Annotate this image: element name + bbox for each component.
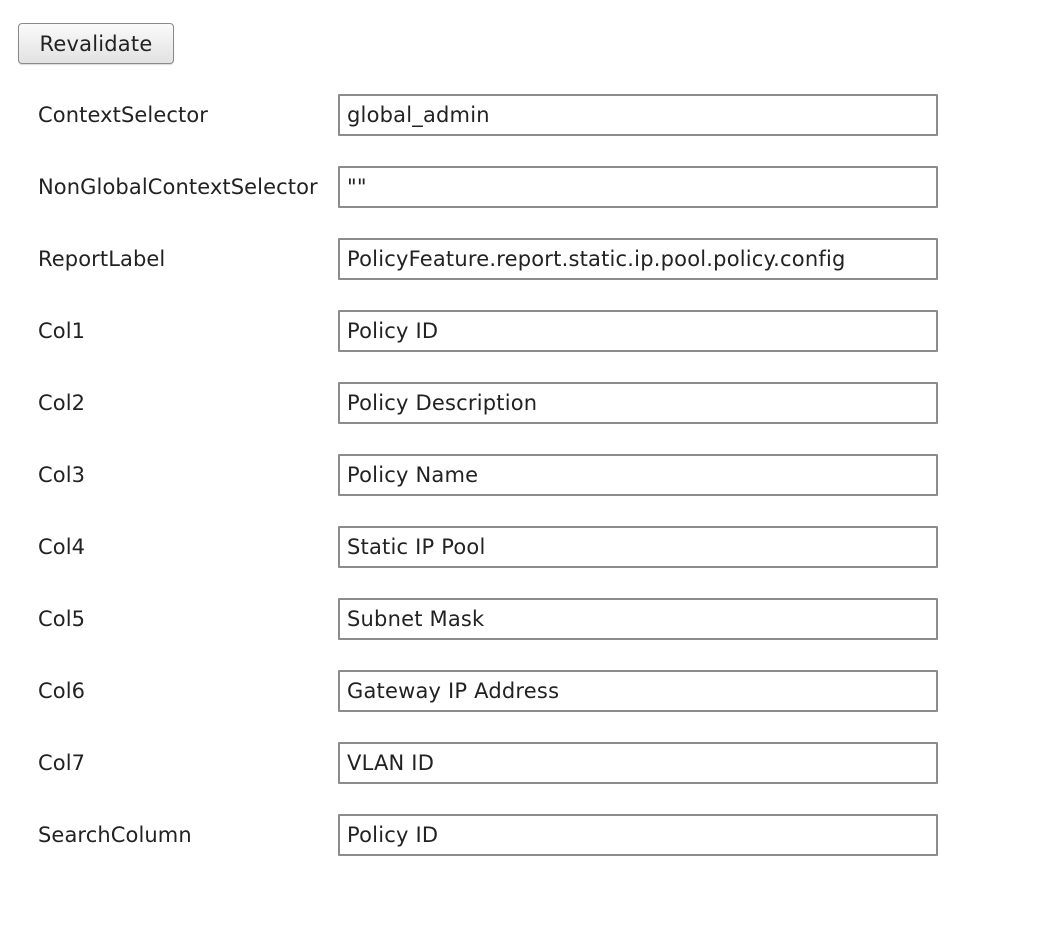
field-label: ContextSelector xyxy=(38,103,209,127)
field-row-col6 xyxy=(0,670,1058,712)
col7-input[interactable] xyxy=(338,742,938,784)
field-label: NonGlobalContextSelector xyxy=(38,175,318,199)
report-label-input[interactable] xyxy=(338,238,938,280)
field-label: SearchColumn xyxy=(38,823,192,847)
col4-input[interactable] xyxy=(338,526,938,568)
field-row-report-label xyxy=(0,238,1058,280)
field-label: ReportLabel xyxy=(38,247,166,271)
col3-input[interactable] xyxy=(338,454,938,496)
field-label: Col4 xyxy=(38,535,86,559)
col2-input[interactable] xyxy=(338,382,938,424)
field-row-col2 xyxy=(0,382,1058,424)
field-label: Col2 xyxy=(38,391,86,415)
field-row-col4 xyxy=(0,526,1058,568)
field-label: Col5 xyxy=(38,607,86,631)
revalidate-button[interactable]: Revalidate xyxy=(18,23,174,64)
search-column-input[interactable] xyxy=(338,814,938,856)
field-label: Col3 xyxy=(38,463,86,487)
field-row-search-column xyxy=(0,814,1058,856)
col6-input[interactable] xyxy=(338,670,938,712)
non-global-context-selector-input[interactable] xyxy=(338,166,938,208)
col5-input[interactable] xyxy=(338,598,938,640)
col1-input[interactable] xyxy=(338,310,938,352)
field-row-col1 xyxy=(0,310,1058,352)
field-row-col3 xyxy=(0,454,1058,496)
field-label: Col7 xyxy=(38,751,86,775)
field-label: Col1 xyxy=(38,319,86,343)
context-selector-input[interactable] xyxy=(338,94,938,136)
field-label: Col6 xyxy=(38,679,86,703)
field-row-col5 xyxy=(0,598,1058,640)
field-row-non-global-context-selector xyxy=(0,166,1058,208)
field-row-col7 xyxy=(0,742,1058,784)
field-row-context-selector xyxy=(0,94,1058,136)
